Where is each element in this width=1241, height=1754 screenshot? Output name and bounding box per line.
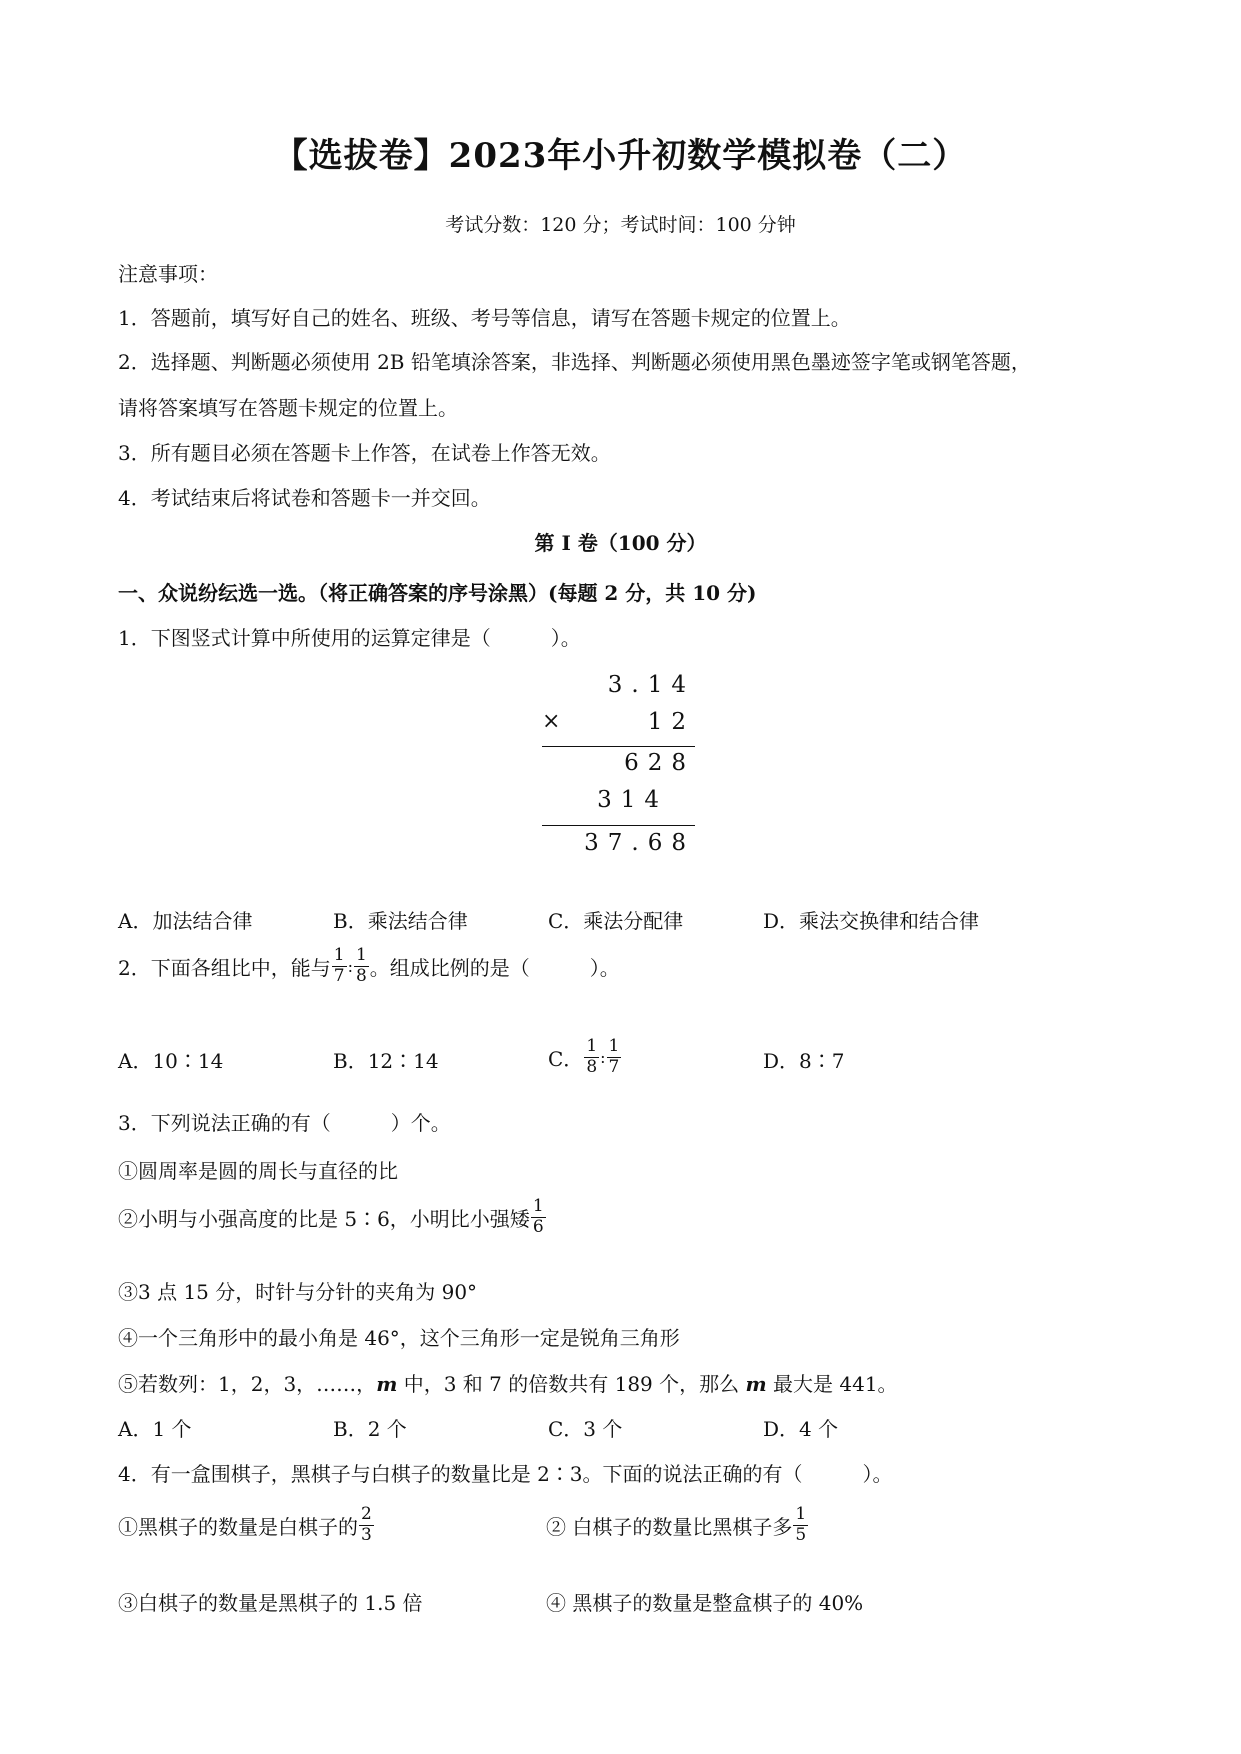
notice-item: 2．选择题、判断题必须使用 2B 铅笔填涂答案，非选择、判断题必须使用黑色墨迹签字笔或钢笔答题，	[118, 350, 1031, 374]
q2-option-d[interactable]: D．8∶7	[763, 1049, 845, 1073]
ratio-colon: :	[347, 956, 353, 976]
fraction	[531, 1197, 546, 1237]
q1-stem: 1．下图竖式计算中所使用的运算定律是（ ）。	[118, 626, 581, 650]
q3-statement-4: ④一个三角形中的最小角是 46°，这个三角形一定是锐角三角形	[118, 1326, 680, 1350]
numerator: 1	[586, 1035, 598, 1056]
q3-option-a[interactable]: A．1 个	[118, 1417, 192, 1441]
notice-item: 1．答题前，填写好自己的姓名、班级、考号等信息，请写在答题卡规定的位置上。	[118, 306, 851, 330]
numerator: 2	[361, 1504, 372, 1524]
exam-title: 【选拔卷】2023年小升初数学模拟卷（二）	[273, 136, 968, 176]
q4-statement-3: ③白棋子的数量是黑棋子的 1.5 倍	[118, 1591, 423, 1615]
calc-rule	[542, 746, 695, 747]
statement-text: 最大是 441。	[766, 1372, 898, 1396]
q1-option-b[interactable]: B．乘法结合律	[333, 909, 468, 933]
calc-rule	[542, 825, 695, 826]
q3-option-b[interactable]: B．2 个	[333, 1417, 407, 1441]
denominator: 3	[361, 1524, 372, 1545]
q4-statement-2	[546, 1505, 809, 1545]
fraction	[607, 1037, 622, 1077]
statement-text: ①黑棋子的数量是白棋子的	[118, 1514, 358, 1539]
notice-item: 3．所有题目必须在答题卡上作答，在试卷上作答无效。	[118, 441, 611, 465]
statement-text: ②小明与小强高度的比是 5∶6，小明比小强矮	[118, 1206, 530, 1231]
q1-option-d[interactable]: D．乘法交换律和结合律	[763, 909, 980, 933]
q4-statement-4: ④ 黑棋子的数量是整盒棋子的 40%	[546, 1591, 864, 1615]
denominator: 8	[355, 965, 367, 986]
fraction	[793, 1505, 808, 1545]
q3-statement-2	[118, 1197, 547, 1237]
numerator: 1	[795, 1504, 807, 1524]
statement-text: ② 白棋子的数量比黑棋子多	[546, 1514, 793, 1539]
calc-result: 37.68	[584, 830, 695, 856]
statement-text: ⑤若数列：1，2，3，……，	[118, 1372, 377, 1396]
calc-multiplier: 12	[647, 709, 695, 735]
q4-stem: 4．有一盒围棋子，黑棋子与白棋子的数量比是 2∶3。下面的说法正确的有（ ）。	[118, 1462, 893, 1486]
q3-statement-3: ③3 点 15 分，时针与分针的夹角为 90°	[118, 1280, 478, 1304]
denominator: 6	[532, 1216, 544, 1237]
q3-statement-5	[118, 1368, 898, 1397]
q1-option-a[interactable]: A．加法结合律	[118, 909, 253, 933]
q3-option-c[interactable]: C．3 个	[548, 1417, 623, 1441]
numerator: 1	[355, 945, 367, 965]
variable-m: m	[745, 1372, 767, 1396]
part-heading: 第 I 卷（100 分）	[534, 531, 707, 555]
fraction	[354, 946, 369, 986]
calc-multiplicand: 3.14	[607, 672, 695, 698]
numerator: 1	[608, 1035, 620, 1056]
q4-statement-1	[118, 1505, 375, 1545]
ratio-colon: :	[600, 1047, 606, 1067]
section-heading: 一、众说纷纭选一选。（将正确答案的序号涂黑）(每题 2 分，共 10 分)	[118, 581, 757, 605]
q3-option-d[interactable]: D．4 个	[763, 1417, 839, 1441]
q2-option-c[interactable]	[548, 1028, 622, 1086]
q1-option-c[interactable]: C．乘法分配律	[548, 909, 684, 933]
notice-item: 4．考试结束后将试卷和答题卡一并交回。	[118, 486, 491, 510]
fraction	[332, 946, 347, 986]
calc-partial-product: 314	[597, 787, 668, 813]
q3-statement-1: ①圆周率是圆的周长与直径的比	[118, 1159, 398, 1183]
numerator: 1	[333, 945, 345, 965]
q2-stem	[118, 946, 620, 986]
notice-heading: 注意事项：	[118, 262, 218, 286]
fraction	[584, 1037, 599, 1077]
q2-stem-text: 2．下面各组比中，能与	[118, 955, 331, 980]
variable-m: m	[376, 1372, 398, 1396]
denominator: 7	[333, 965, 345, 986]
q2-stem-text: 。组成比例的是（ ）。	[369, 955, 620, 980]
denominator: 7	[608, 1056, 620, 1077]
exam-subtitle: 考试分数：120 分；考试时间：100 分钟	[445, 214, 796, 236]
denominator: 5	[795, 1524, 807, 1545]
numerator: 1	[532, 1196, 544, 1216]
q2-option-b[interactable]: B．12∶14	[333, 1049, 439, 1073]
q3-stem: 3．下列说法正确的有（ ）个。	[118, 1111, 451, 1135]
option-label: C．	[548, 1046, 584, 1071]
q2-option-a[interactable]: A．10∶14	[118, 1049, 224, 1073]
times-sign: ×	[542, 709, 561, 734]
denominator: 8	[586, 1056, 598, 1077]
fraction	[359, 1505, 374, 1545]
notice-item: 请将答案填写在答题卡规定的位置上。	[118, 396, 458, 420]
calc-partial-product: 628	[624, 750, 695, 776]
statement-text: 中，3 和 7 的倍数共有 189 个，那么	[397, 1372, 746, 1396]
